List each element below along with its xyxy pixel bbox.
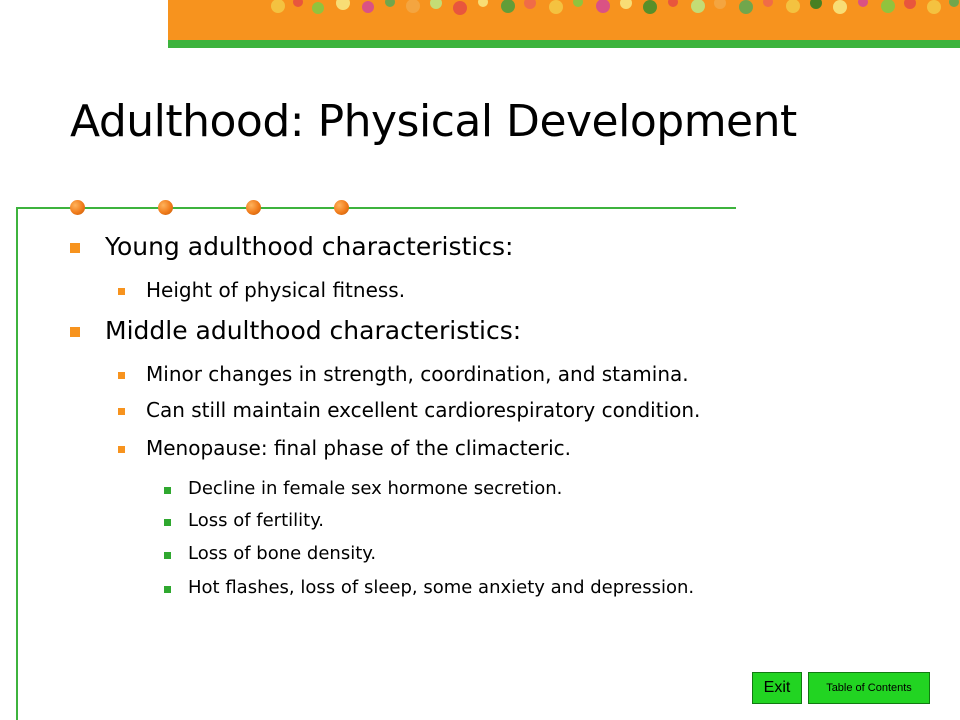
- exit-button[interactable]: Exit: [752, 672, 802, 704]
- square-bullet-icon: [70, 243, 80, 253]
- square-bullet-icon: [164, 519, 171, 526]
- square-bullet-icon: [164, 552, 171, 559]
- square-bullet-icon: [118, 288, 125, 295]
- square-bullet-icon: [70, 327, 80, 337]
- bullet-text: Can still maintain excellent cardiorespiratory condition.: [146, 398, 701, 422]
- bullet-text: Menopause: final phase of the climacteric.: [146, 436, 572, 460]
- bullet-text: Height of physical fitness.: [146, 278, 406, 302]
- bullet-text: Hot flashes, loss of sleep, some anxiety and depression.: [188, 577, 695, 598]
- bullet-text: Young adulthood characteristics:: [105, 232, 514, 261]
- square-bullet-icon: [118, 372, 125, 379]
- bullet-text: Decline in female sex hormone secretion.: [188, 478, 563, 499]
- table-of-contents-button[interactable]: Table of Contents: [808, 672, 930, 704]
- square-bullet-icon: [118, 446, 125, 453]
- bullet-text: Loss of bone density.: [188, 543, 377, 564]
- bullet-text: Middle adulthood characteristics:: [105, 316, 522, 345]
- square-bullet-icon: [118, 408, 125, 415]
- bullet-text: Loss of fertility.: [188, 510, 325, 531]
- square-bullet-icon: [164, 487, 171, 494]
- page-title: Adulthood: Physical Development: [70, 96, 797, 147]
- square-bullet-icon: [164, 586, 171, 593]
- bullet-text: Minor changes in strength, coordination, and stamina.: [146, 362, 689, 386]
